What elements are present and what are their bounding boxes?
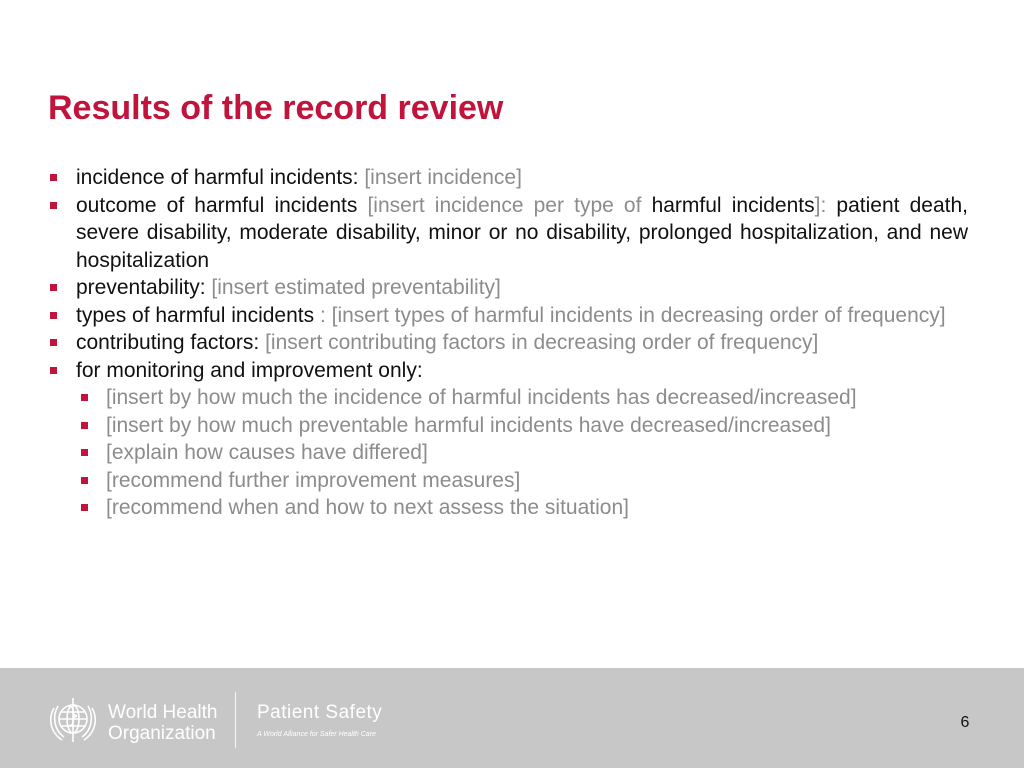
bullet-item-preventability: [48, 274, 968, 302]
bullet-item-types: [48, 302, 968, 330]
slide-title: Results of the record review: [48, 89, 504, 127]
placeholder-text: [recommend when and how to next assess the situation]: [106, 496, 629, 519]
square-bullet-icon: [81, 422, 88, 429]
who-wordmark: [108, 702, 217, 744]
placeholder-text: [insert incidence]: [364, 166, 522, 189]
placeholder-text: [insert by how much preventable harmful incidents have decreased/increased]: [106, 413, 831, 437]
who-emblem-icon: [44, 694, 102, 746]
bullet-item-monitoring: [48, 357, 968, 385]
page-number: 6: [960, 714, 970, 731]
sub-bullet-item: [48, 439, 968, 467]
square-bullet-icon: [81, 394, 88, 401]
square-bullet-icon: [50, 202, 57, 209]
program-title: Patient Safety: [257, 702, 383, 723]
bullet-item-outcome: [48, 192, 968, 275]
bullet-text: preventability:: [76, 276, 212, 299]
placeholder-text: [explain how causes have differed]: [106, 441, 428, 464]
square-bullet-icon: [50, 339, 57, 346]
bullet-text: harmful incidents: [651, 193, 815, 217]
slide-content: [48, 164, 968, 522]
program-tagline: A World Alliance for Safer Health Care: [257, 731, 376, 738]
square-bullet-icon: [50, 367, 57, 374]
placeholder-text: [insert incidence per type of: [367, 193, 652, 217]
square-bullet-icon: [50, 312, 57, 319]
sub-bullet-item: [48, 494, 968, 522]
placeholder-text: [insert by how much the incidence of harmful incidents has decreased/increased]: [106, 386, 857, 409]
square-bullet-icon: [50, 284, 57, 291]
org-name-line2: Organization: [108, 723, 216, 744]
placeholder-text: [insert estimated preventability]: [211, 276, 501, 299]
bullet-text: patient death, severe disability, moderate disability, minor or no disability, prolonged hospitalization, and new hospitalization: [76, 193, 968, 272]
bullet-text: outcome of harmful incidents: [76, 193, 368, 217]
bullet-text: incidence of harmful incidents:: [76, 166, 365, 189]
square-bullet-icon: [81, 504, 88, 511]
square-bullet-icon: [50, 174, 57, 181]
placeholder-text: : [insert types of harmful incidents in decreasing order of frequency]: [319, 303, 946, 327]
bullet-item-incidence: [48, 164, 968, 192]
sub-bullet-item: [48, 384, 968, 412]
square-bullet-icon: [81, 449, 88, 456]
placeholder-text: [insert contributing factors in decreasing order of frequency]: [265, 331, 819, 354]
sub-bullet-item: [48, 467, 968, 495]
org-name-line1: World Health: [108, 702, 218, 723]
bullet-text: for monitoring and improvement only:: [76, 358, 423, 382]
bullet-text: contributing factors:: [76, 331, 266, 354]
bullet-text: types of harmful incidents: [76, 303, 320, 327]
placeholder-text: ]:: [814, 193, 837, 217]
sub-bullet-item: [48, 412, 968, 440]
square-bullet-icon: [81, 477, 88, 484]
bullet-item-contributing-factors: [48, 329, 968, 357]
footer-divider: [235, 692, 236, 748]
placeholder-text: [recommend further improvement measures]: [106, 468, 521, 492]
